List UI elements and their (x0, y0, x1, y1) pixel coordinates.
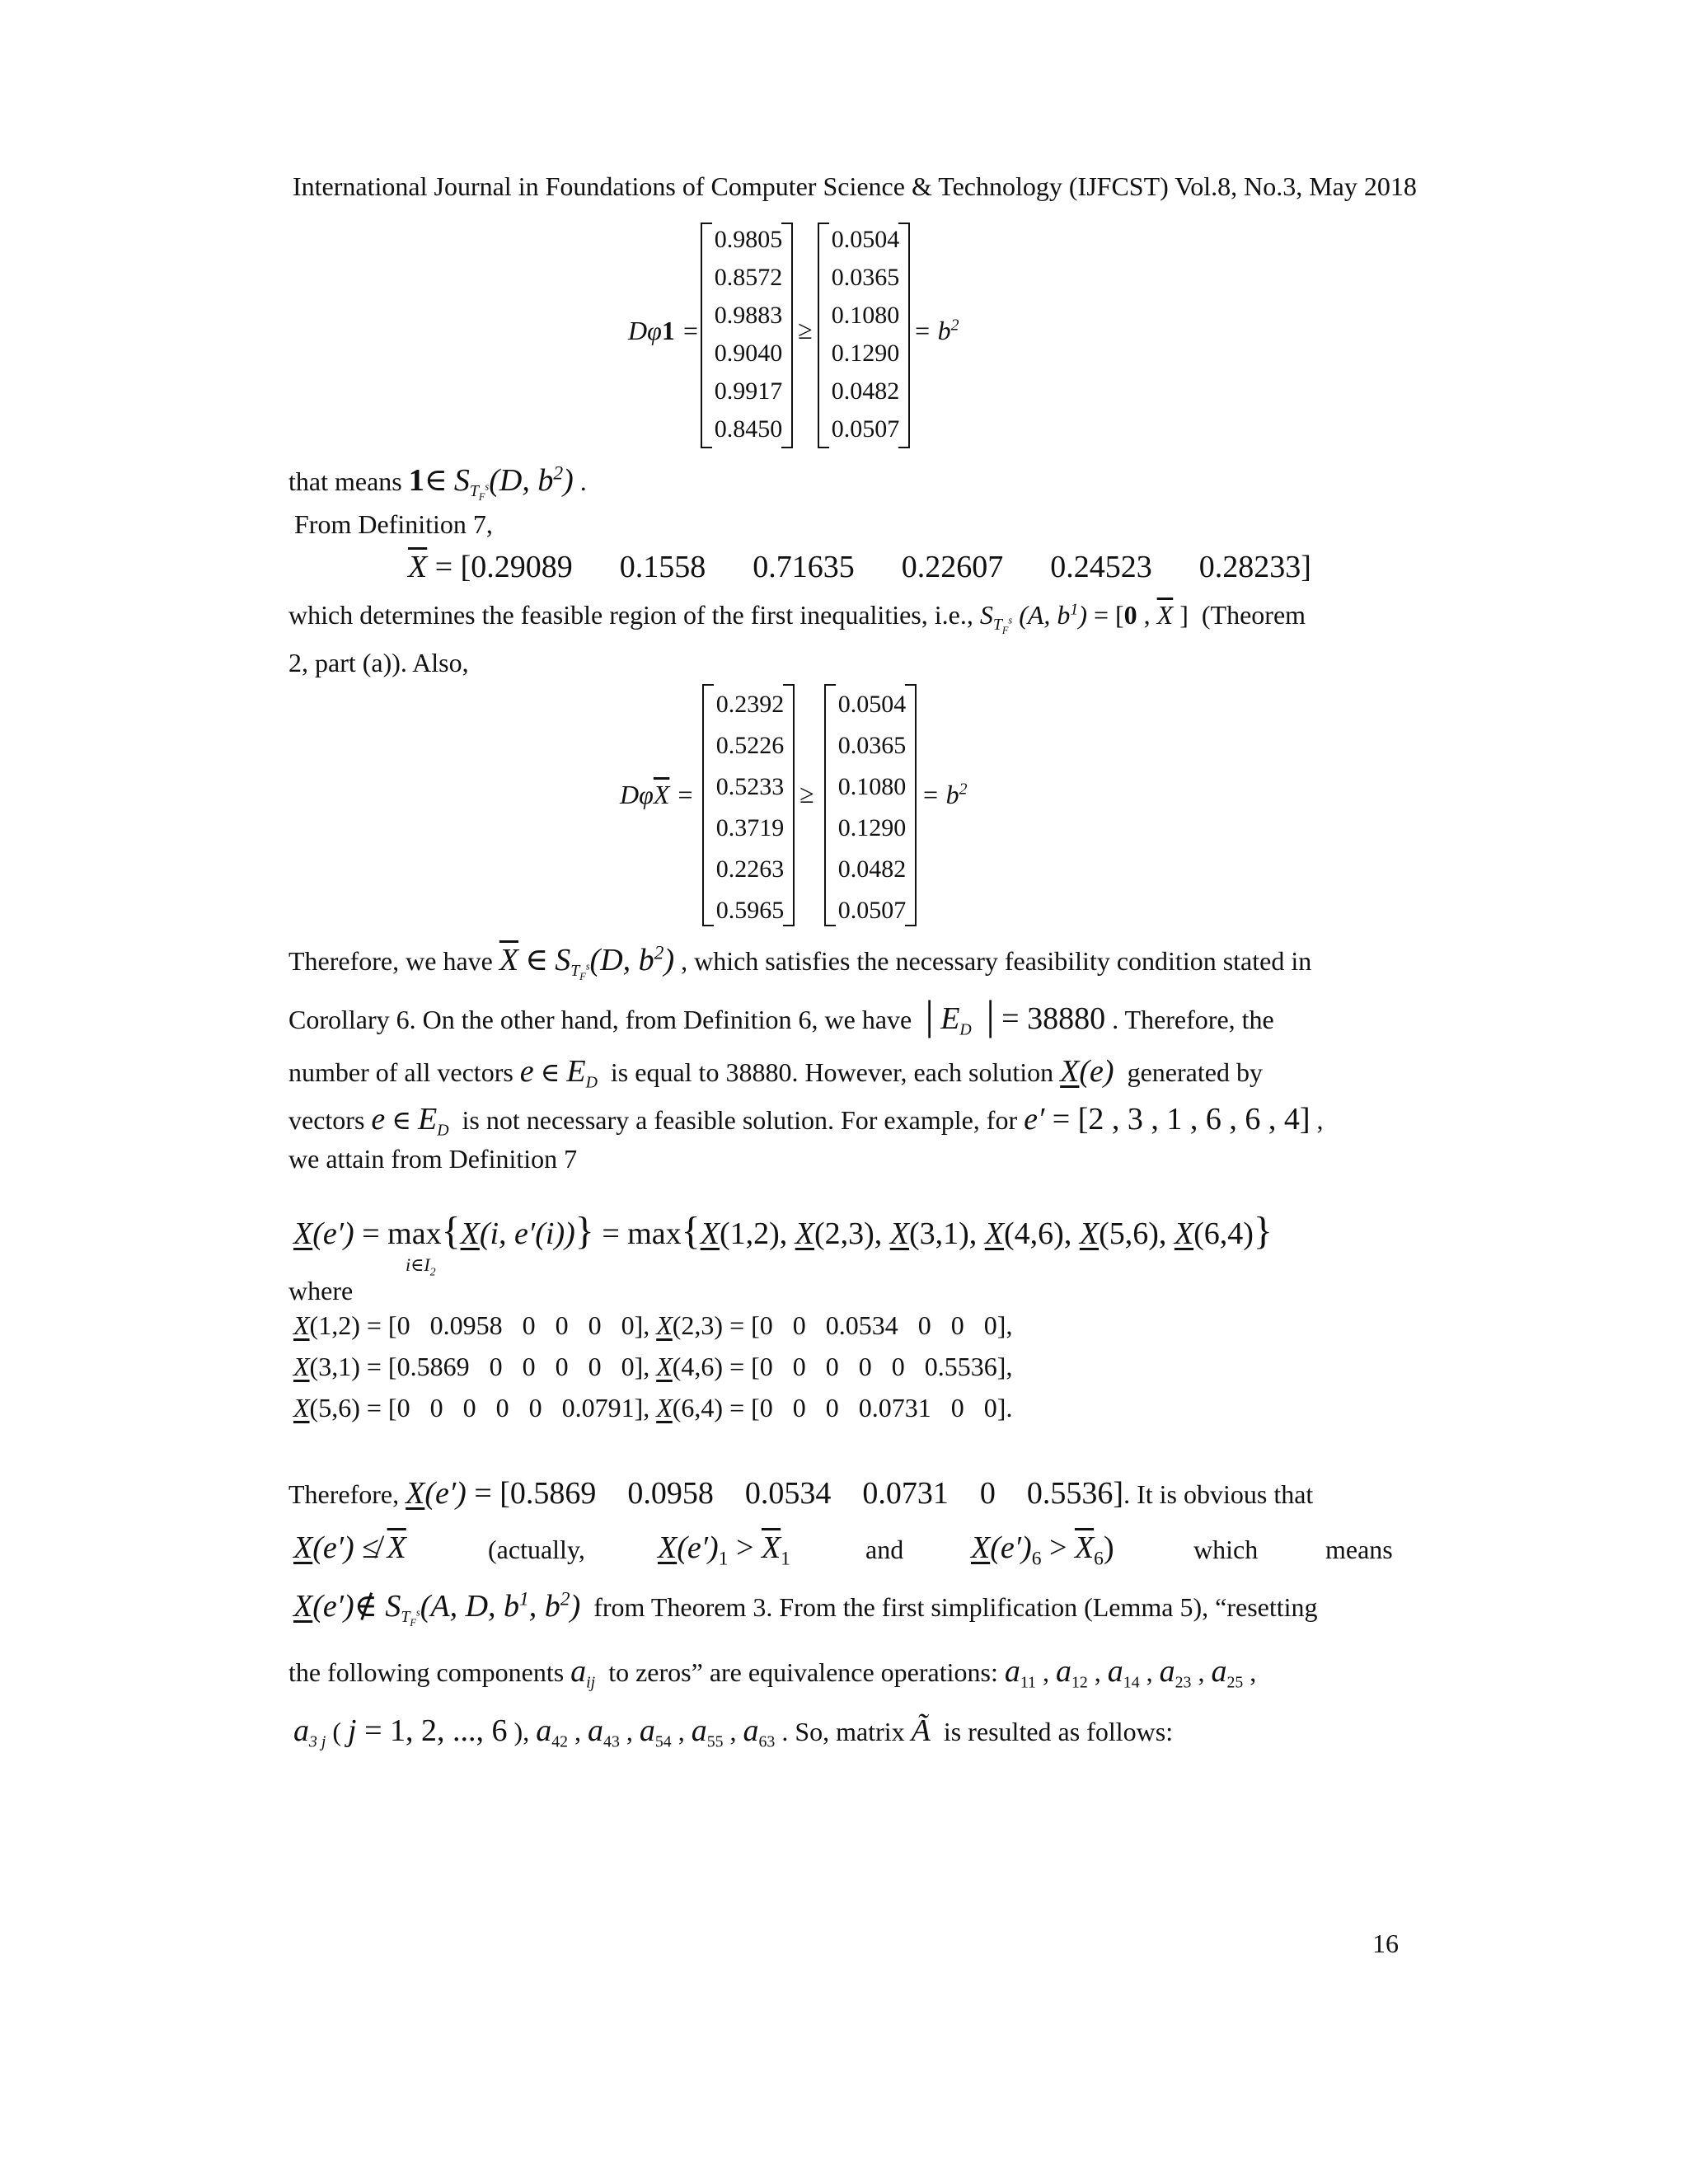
matrix1-column1 (707, 221, 790, 448)
matrix2-col2-entry-6: 0.0507 (837, 897, 907, 924)
matrix2-col2-entry-1: 0.0504 (837, 691, 907, 718)
paragraph2-line4: vectors e ∈ $E_D$ is not necessary a feasible solution. For example, for e′ = [2 , 3 , 1 , 6 , 6 , 4] , (288, 1102, 1324, 1140)
matrix2-col1-entry-2: 0.5226 (715, 732, 785, 759)
matrix2-col1-entry-3: 0.5233 (715, 773, 785, 800)
paragraph2-line1: Therefore, we have $\overline{X}$ ∈ $S_{T_F^s}(D$, $b^2$) , which satisfies the necessary feasibility condition stated in (288, 942, 1312, 983)
paragraph2-line3: number of all vectors e ∈ $E_D$ is equal to 38880. However, each solution X(e) generated by (288, 1054, 1263, 1092)
matrix2-col1-entry-6: 0.5965 (715, 897, 785, 924)
paragraph3-line1: Therefore, X(e′) = [0.5869 0.0958 0.0534 0.0731 0 0.5536]. It is obvious that (288, 1476, 1314, 1511)
p3-not-leq: X(e′) ≰ $\overline{X}$ (293, 1530, 406, 1565)
matrix2-left-label: $D\varphi\overline{X}$ = (620, 780, 694, 809)
where-line-2: X(3,1) = [0.5869 0 0 0 0 0], X(4,6) = [0 0 0 0 0 0.5536], (293, 1352, 1013, 1381)
matrix1-col2-entry-6: 0.0507 (831, 415, 900, 443)
matrix2-col2-entry-3: 0.1080 (837, 773, 907, 800)
p3-and: and (865, 1535, 904, 1564)
matrix2-relation: ≥ (799, 779, 814, 808)
paragraph3-line5: $a_{3 j}$ ( j = 1, 2, ..., 6 ), $a_{42}$ , $a_{43}$ , $a_{54}$ , $a_{55}$ , $a_{63}$ . So, matrix Ã is resulted as follows: (293, 1713, 1174, 1751)
p3-means: means (1325, 1535, 1393, 1564)
paragraph2-line2: Corollary 6. On the other hand, from Definition 6, we have $│E_D$ │= 38880 . Therefore, the (288, 1001, 1274, 1039)
p3-ineq2: $X(e')_6 > \overline{X}_6$) (971, 1530, 1114, 1570)
from-definition-7: From Definition 7, (294, 509, 493, 539)
matrix1-col2-entry-4: 0.1290 (831, 340, 900, 367)
matrix2-col2-entry-5: 0.0482 (837, 855, 907, 883)
matrix1-col1-entry-1: 0.9805 (714, 226, 783, 253)
p3-ineq1: $X(e')_1 > \overline{X}_1$ (658, 1530, 790, 1570)
paragraph1-line2: 2, part (a)). Also, (288, 648, 469, 677)
matrix1-col2-entry-3: 0.1080 (831, 302, 900, 329)
p3-which: which (1193, 1535, 1259, 1564)
paragraph1-line1: which determines the feasible region of the first inequalities, i.e., $S_{T_F^s}$ (A, $b^1) = [0$ , $\overline{X}$ ] (Theorem (288, 600, 1306, 637)
matrix1-col1-entry-5: 0.9917 (714, 377, 783, 405)
matrix2-col2-entry-2: 0.0365 (837, 732, 907, 759)
matrix1-relation: ≥ (798, 315, 813, 344)
where-label: where (288, 1276, 354, 1305)
matrix1-col1-entry-2: 0.8572 (714, 264, 783, 291)
matrix1-col1-entry-6: 0.8450 (714, 415, 783, 443)
paragraph3-line3: X(e′)∉ $S_{T_F^s}(A$, D, $b^1$, $b^2$) from Theorem 3. From the first simplification (Lemma 5), “resetting (293, 1588, 1318, 1629)
matrix1-col1-entry-4: 0.9040 (714, 340, 783, 367)
matrix1-col1-entry-3: 0.9883 (714, 302, 783, 329)
matrix2-col2-entry-4: 0.1290 (837, 814, 907, 841)
p3-actually: (actually, (488, 1535, 585, 1564)
where-line-3: X(5,6) = [0 0 0 0 0 0.0791], X(6,4) = [0 0 0 0.0731 0 0]. (293, 1393, 1013, 1422)
that-means-line: that means 1∈ $S_{T_F^s}(D$, $b^2$) . (288, 462, 587, 504)
paragraph2-line5: we attain from Definition 7 (288, 1144, 578, 1174)
matrix2-right-label: = $b^2$ (921, 780, 968, 809)
max-equation: X(e′) = max{X(i, e′(i))} = max{X(1,2), X(2,3), X(3,1), X(4,6), X(5,6), X(6,4)} (293, 1209, 1273, 1253)
matrix2-col1-entry-1: 0.2392 (715, 691, 785, 718)
max-subscript: $i\in I_2$ (406, 1254, 436, 1278)
paragraph3-line4: the following components $a_{ij}$ to zeros” are equivalence operations: $a_{11}$ , $a_{12}$ , $a_{14}$ , $a_{23}$ , $a_{25}$ , (288, 1654, 1257, 1692)
matrix2-column1 (709, 684, 791, 931)
matrix2-col1-entry-5: 0.2263 (715, 855, 785, 883)
xbar-vector: $\overline{X} = [0.29089$ 0.1558 0.71635 0.22607 0.24523 0.28233] (408, 550, 1311, 584)
page-number: 16 (1372, 1929, 1399, 1958)
where-line-1: X(1,2) = [0 0.0958 0 0 0 0], X(2,3) = [0 0 0.0534 0 0 0], (293, 1310, 1013, 1340)
matrix1-col2-entry-2: 0.0365 (831, 264, 900, 291)
matrix1-left-label: Dφ1 = (628, 316, 700, 345)
matrix1-col2-entry-1: 0.0504 (831, 226, 900, 253)
matrix1-col2-entry-5: 0.0482 (831, 377, 900, 405)
matrix2-col1-entry-4: 0.3719 (715, 814, 785, 841)
matrix1-column2 (824, 221, 907, 448)
journal-header: International Journal in Foundations of Computer Science & Technology (IJFCST) Vol.8, No.3, May 2018 (293, 171, 1417, 201)
matrix1-right-label: = $b^2$ (913, 316, 959, 345)
matrix2-column2 (831, 684, 913, 931)
